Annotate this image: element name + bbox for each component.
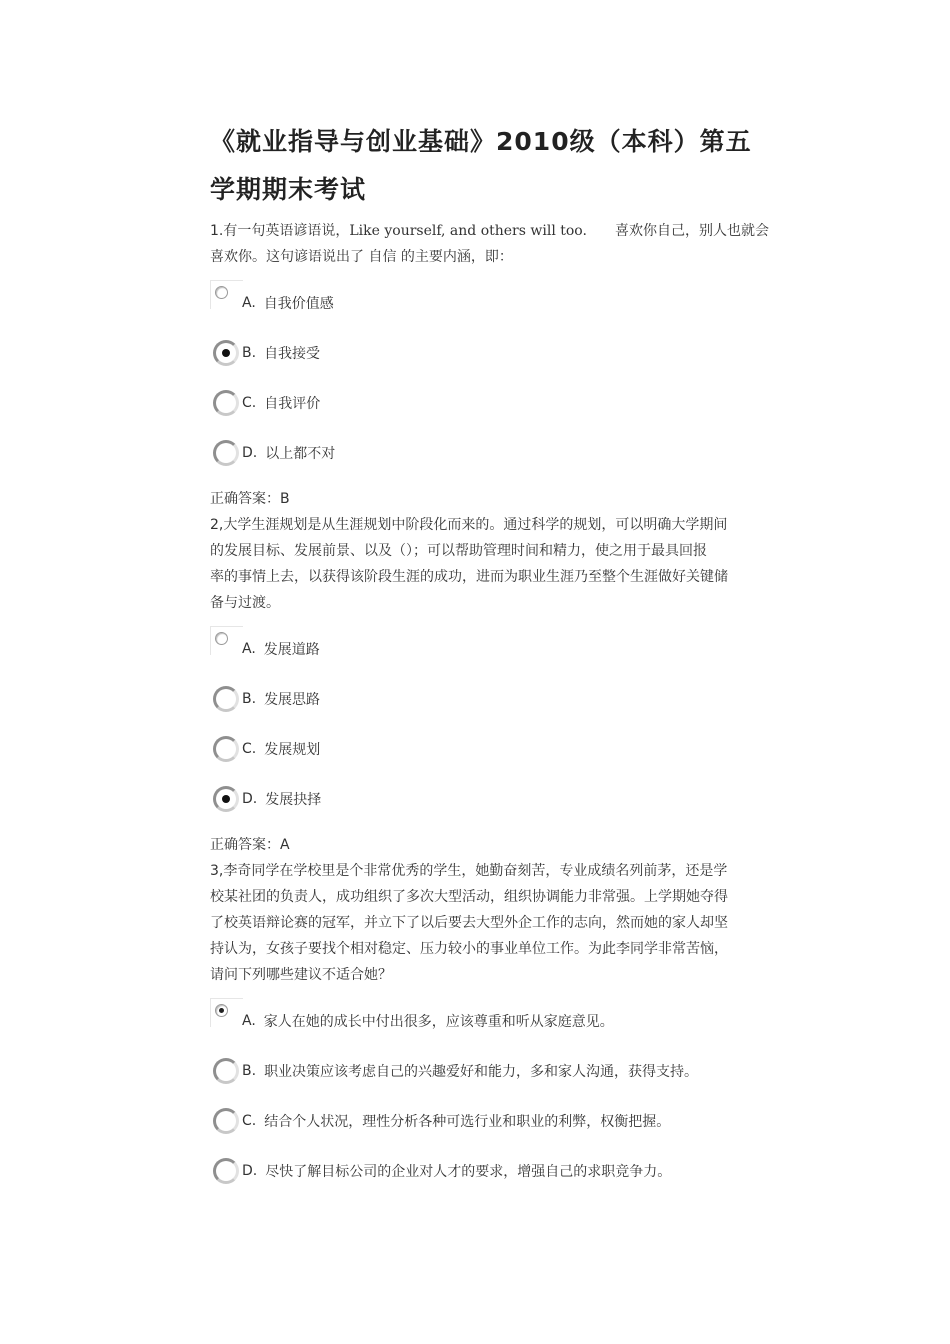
option-text: 尽快了解目标公司的企业对人才的要求，增强自己的求职竞争力。: [265, 1164, 672, 1180]
option-text: 自我价值感: [263, 296, 334, 312]
question-text: 了校英语辩论赛的冠军，并立下了以后要去大型外企工作的志向，然而她的家人却坚: [210, 915, 728, 931]
option-text: 发展规划: [264, 742, 321, 758]
question-text-line: [210, 564, 770, 590]
option-a[interactable]: [210, 624, 770, 674]
question-text-line: [210, 858, 770, 884]
option-d[interactable]: [210, 1146, 770, 1196]
option-text: 以上都不对: [265, 446, 336, 462]
option-text: 结合个人状况，理性分析各种可选行业和职业的利弊，权衡把握。: [264, 1114, 671, 1130]
answer-label: 正确答案：: [210, 837, 280, 853]
radio-selected-icon[interactable]: [210, 998, 243, 1027]
correct-answer: [210, 486, 770, 512]
radio-unselected-icon[interactable]: [213, 390, 239, 416]
question-text: 备与过渡。: [210, 595, 280, 611]
page-title: [210, 118, 770, 214]
radio-unselected-icon[interactable]: [210, 626, 243, 655]
title-year: 2010: [496, 127, 570, 156]
question-text: 喜欢你。这句谚语说出了 自信 的主要内涵，即：: [210, 249, 513, 265]
option-letter: B.: [242, 691, 257, 707]
option-list: [210, 996, 770, 1196]
option-letter: B.: [242, 1063, 257, 1079]
option-letter: D.: [242, 791, 258, 807]
option-b[interactable]: [210, 328, 770, 378]
title-suffix: 级（本科）第五: [569, 127, 752, 156]
option-text: 自我评价: [264, 396, 321, 412]
question-text-line: [210, 936, 770, 962]
question-block: [210, 512, 770, 858]
radio-unselected-icon[interactable]: [213, 1158, 239, 1184]
option-letter: B.: [242, 345, 257, 361]
radio-selected-icon[interactable]: [213, 340, 239, 366]
title-prefix: 《就业指导与创业基础》: [210, 127, 497, 156]
option-text: 职业决策应该考虑自己的兴趣爱好和能力，多和家人沟通，获得支持。: [264, 1064, 699, 1080]
option-text: 发展道路: [263, 642, 320, 658]
option-d[interactable]: [210, 774, 770, 824]
question-text: 校某社团的负责人，成功组织了多次大型活动，组织协调能力非常强。上学期她夺得: [210, 889, 728, 905]
question-text: 有一句英语谚语说，Like yourself, and others will too. 喜欢你自己，别人也就会: [223, 223, 769, 239]
option-b[interactable]: [210, 1046, 770, 1096]
answer-value: A: [280, 837, 290, 853]
question-text-line: [210, 884, 770, 910]
question-text: 的发展目标、发展前景、以及（）；可以帮助管理时间和精力，使之用于最具回报: [210, 543, 707, 559]
radio-unselected-icon[interactable]: [210, 280, 243, 309]
option-text: 发展思路: [264, 692, 321, 708]
option-a[interactable]: [210, 996, 770, 1046]
option-d[interactable]: [210, 428, 770, 478]
option-list: [210, 624, 770, 824]
question-text-line: [210, 590, 770, 616]
option-letter: D.: [242, 445, 258, 461]
option-a[interactable]: [210, 278, 770, 328]
question-text-line: [210, 910, 770, 936]
title-line2: 学期期末考试: [210, 175, 367, 204]
question-text-line: [210, 512, 770, 538]
option-text: 发展抉择: [265, 792, 322, 808]
question-text-line: [210, 538, 770, 564]
question-text: 持认为，女孩子要找个相对稳定、压力较小的事业单位工作。为此李同学非常苦恼，: [210, 941, 728, 957]
question-list: [210, 218, 770, 1196]
option-letter: C.: [242, 1113, 257, 1129]
radio-unselected-icon[interactable]: [213, 686, 239, 712]
option-c[interactable]: [210, 378, 770, 428]
option-c[interactable]: [210, 1096, 770, 1146]
option-b[interactable]: [210, 674, 770, 724]
option-list: [210, 278, 770, 478]
option-letter: A.: [242, 1013, 256, 1029]
correct-answer: [210, 832, 770, 858]
question-text: 李奇同学在学校里是个非常优秀的学生，她勤奋刻苦，专业成绩名列前茅，还是学: [223, 863, 728, 879]
radio-selected-icon[interactable]: [213, 786, 239, 812]
question-block: [210, 858, 770, 1196]
question-text: 率的事情上去，以获得该阶段生涯的成功，进而为职业生涯乃至整个生涯做好关键储: [210, 569, 728, 585]
answer-value: B: [280, 491, 290, 507]
question-text: 请问下列哪些建议不适合她？: [210, 967, 392, 983]
question-number: 1.: [210, 223, 224, 239]
option-letter: A.: [242, 641, 256, 657]
radio-unselected-icon[interactable]: [213, 1058, 239, 1084]
radio-unselected-icon[interactable]: [213, 736, 239, 762]
question-number: 3,: [210, 863, 224, 879]
option-text: 家人在她的成长中付出很多，应该尊重和听从家庭意见。: [263, 1014, 614, 1030]
answer-label: 正确答案：: [210, 491, 280, 507]
option-letter: C.: [242, 395, 257, 411]
option-letter: A.: [242, 295, 256, 311]
question-number: 2,: [210, 517, 224, 533]
option-letter: D.: [242, 1163, 258, 1179]
question-text: 大学生涯规划是从生涯规划中阶段化而来的。通过科学的规划，可以明确大学期间: [223, 517, 728, 533]
question-text-line: [210, 962, 770, 988]
option-text: 自我接受: [264, 346, 321, 362]
radio-unselected-icon[interactable]: [213, 1108, 239, 1134]
question-block: [210, 218, 770, 512]
option-c[interactable]: [210, 724, 770, 774]
radio-unselected-icon[interactable]: [213, 440, 239, 466]
question-text-line: [210, 218, 770, 244]
exam-page: [210, 118, 770, 1196]
question-text-line: [210, 244, 770, 270]
option-letter: C.: [242, 741, 257, 757]
